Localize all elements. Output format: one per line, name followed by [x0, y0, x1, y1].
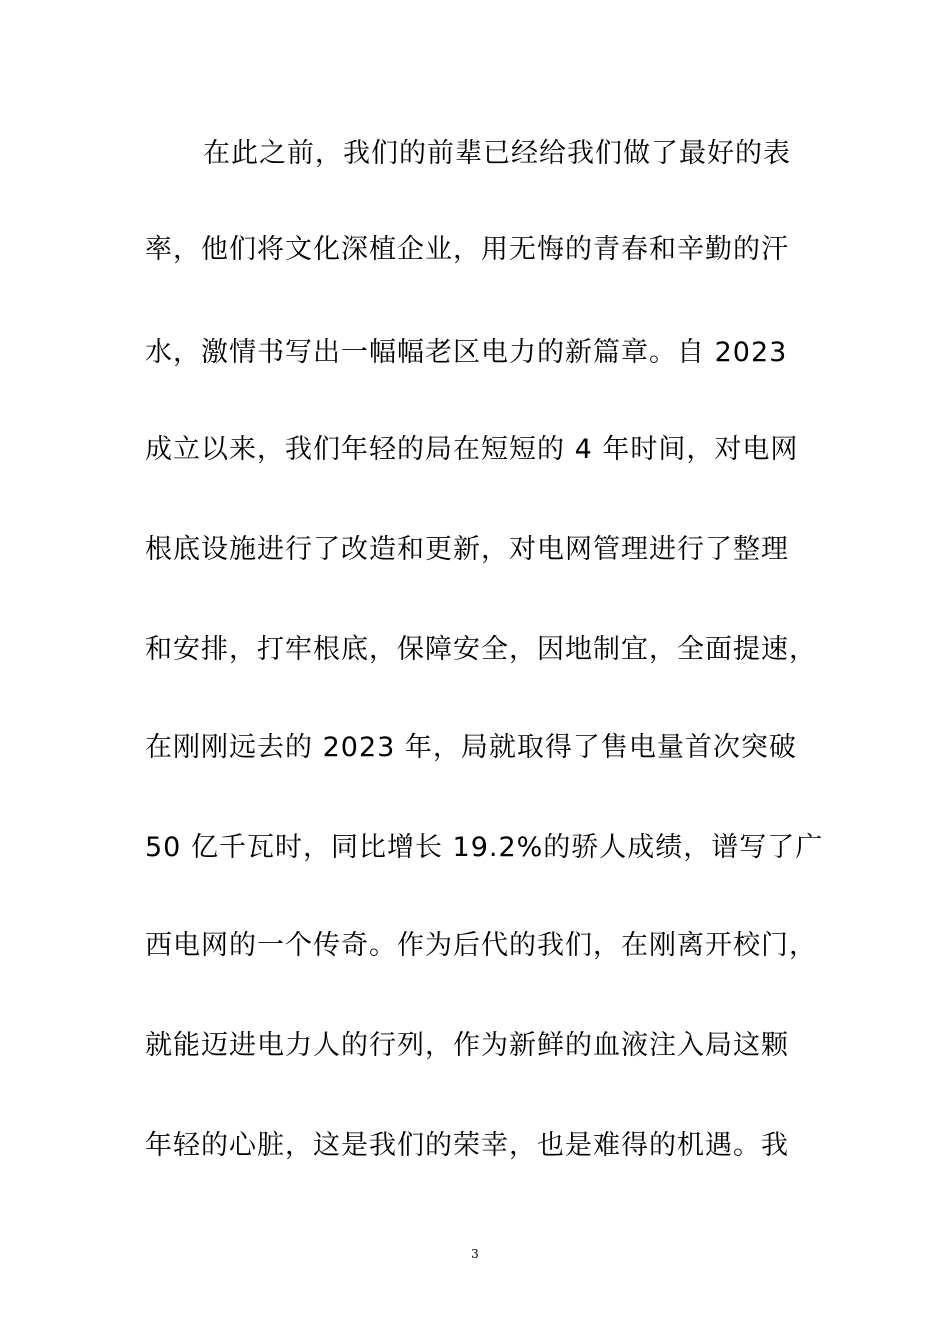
text-line-6: 和安排，打牢根底，保障安全，因地制宜，全面提速，: [145, 634, 817, 665]
text-line-11: 年轻的心脏，这是我们的荣幸，也是难得的机遇。我: [145, 1130, 789, 1161]
text-line-2: 率，他们将文化深植企业，用无悔的青春和辛勤的汗: [145, 234, 789, 265]
text-line-9: 西电网的一个传奇。作为后代的我们，在刚离开校门，: [145, 930, 817, 961]
text-line-4: 成立以来，我们年轻的局在短短的 4 年时间，对电网: [145, 434, 799, 465]
text-line-3: 水，激情书写出一幅幅老区电力的新篇章。自 2023: [145, 337, 788, 368]
text-line-1: 在此之前，我们的前辈已经给我们做了最好的表: [203, 138, 791, 169]
text-line-10: 就能迈进电力人的行列，作为新鲜的血液注入局这颗: [145, 1030, 789, 1061]
text-line-5: 根底设施进行了改造和更新，对电网管理进行了整理: [145, 534, 789, 565]
page-number: 3: [471, 1247, 479, 1261]
text-line-7: 在刚刚远去的 2023 年，局就取得了售电量首次突破: [145, 732, 797, 763]
text-line-8: 50 亿千瓦时，同比增长 19.2%的骄人成绩，谱写了广: [145, 832, 824, 863]
